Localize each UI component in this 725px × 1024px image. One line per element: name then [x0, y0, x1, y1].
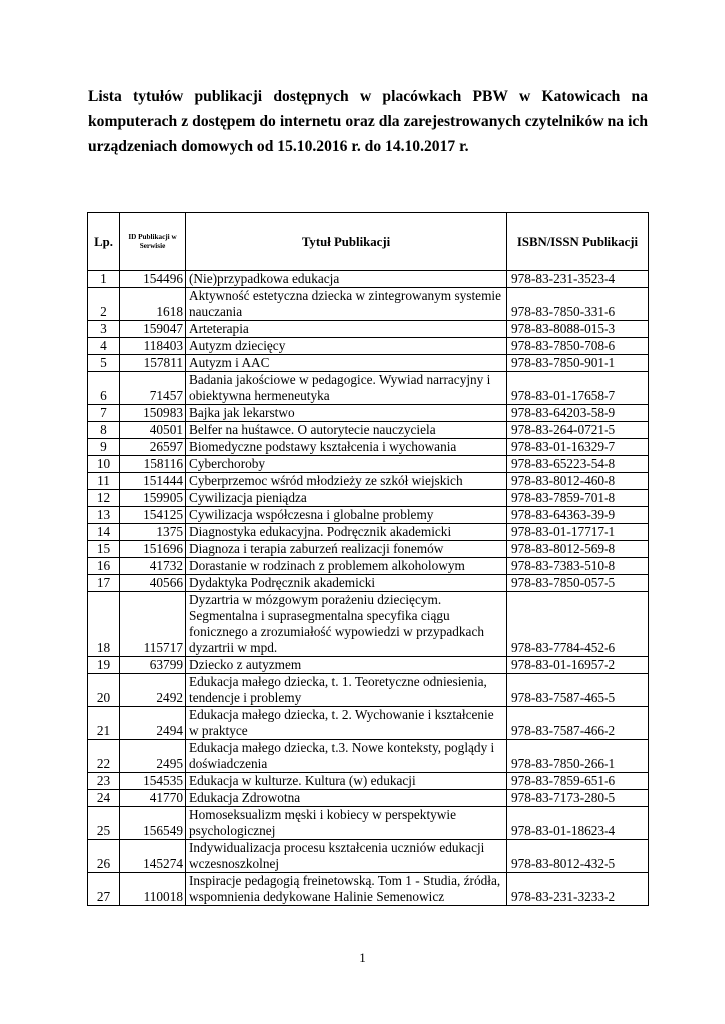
row-isbn: 978-83-7383-510-8: [507, 558, 649, 575]
row-lp: 5: [88, 355, 120, 372]
row-isbn: 978-83-7850-708-6: [507, 338, 649, 355]
row-title: Arteterapia: [186, 321, 507, 338]
row-title: Cywilizacja współczesna i globalne problemy: [186, 507, 507, 524]
row-id: 156549: [120, 807, 186, 840]
row-id: 71457: [120, 372, 186, 405]
table-row: [88, 840, 649, 873]
row-title: Aktywność estetyczna dziecka w zintegrowanym systemie nauczania: [186, 288, 507, 321]
table-row: [88, 674, 649, 707]
row-isbn: 978-83-01-17717-1: [507, 524, 649, 541]
row-lp: 6: [88, 372, 120, 405]
row-id: 2495: [120, 740, 186, 773]
row-isbn: 978-83-231-3233-2: [507, 873, 649, 906]
row-isbn: 978-83-7784-452-6: [507, 592, 649, 657]
table-row: [88, 405, 649, 422]
row-lp: 14: [88, 524, 120, 541]
row-title: Biomedyczne podstawy kształcenia i wychowania: [186, 439, 507, 456]
row-title: Badania jakościowe w pedagogice. Wywiad narracyjny i obiektywna hermeneutyka: [186, 372, 507, 405]
row-isbn: 978-83-7859-701-8: [507, 490, 649, 507]
row-id: 157811: [120, 355, 186, 372]
row-title: Edukacja Zdrowotna: [186, 790, 507, 807]
row-lp: 23: [88, 773, 120, 790]
row-isbn: 978-83-8012-460-8: [507, 473, 649, 490]
row-title: Edukacja w kulturze. Kultura (w) edukacji: [186, 773, 507, 790]
row-isbn: 978-83-01-18623-4: [507, 807, 649, 840]
table-row: [88, 657, 649, 674]
row-lp: 26: [88, 840, 120, 873]
row-isbn: 978-83-01-16957-2: [507, 657, 649, 674]
row-lp: 4: [88, 338, 120, 355]
row-isbn: 978-83-64363-39-9: [507, 507, 649, 524]
row-title: Edukacja małego dziecka, t. 1. Teoretyczne odniesienia, tendencje i problemy: [186, 674, 507, 707]
row-title: Indywidualizacja procesu kształcenia uczniów edukacji wczesnoszkolnej: [186, 840, 507, 873]
table-row: [88, 773, 649, 790]
table-row: [88, 355, 649, 372]
row-lp: 21: [88, 707, 120, 740]
row-lp: 24: [88, 790, 120, 807]
row-title: Homoseksualizm męski i kobiecy w perspektywie psychologicznej: [186, 807, 507, 840]
row-lp: 12: [88, 490, 120, 507]
row-id: 1375: [120, 524, 186, 541]
table-row: [88, 807, 649, 840]
row-lp: 7: [88, 405, 120, 422]
row-title: Autyzm dziecięcy: [186, 338, 507, 355]
table-row: [88, 422, 649, 439]
row-id: 41770: [120, 790, 186, 807]
row-id: 150983: [120, 405, 186, 422]
row-title: Cyberprzemoc wśród młodzieży ze szkół wiejskich: [186, 473, 507, 490]
row-title: Cyberchoroby: [186, 456, 507, 473]
row-isbn: 978-83-8012-432-5: [507, 840, 649, 873]
row-isbn: 978-83-7850-057-5: [507, 575, 649, 592]
row-id: 154125: [120, 507, 186, 524]
row-isbn: 978-83-01-17658-7: [507, 372, 649, 405]
row-title: Dorastanie w rodzinach z problemem alkoholowym: [186, 558, 507, 575]
row-title: Autyzm i AAC: [186, 355, 507, 372]
row-lp: 2: [88, 288, 120, 321]
row-isbn: 978-83-7859-651-6: [507, 773, 649, 790]
table-row: [88, 271, 649, 288]
document-title: Lista tytułów publikacji dostępnych w placówkach PBW w Katowicach na komputerach z dostępem do internetu oraz dla zarejestrowanych czytelników na ich urządzeniach domowych od 15.10.2016 r. do 14.10.2017 r.: [88, 88, 648, 155]
row-title: Edukacja małego dziecka, t. 2. Wychowanie i kształcenie w praktyce: [186, 707, 507, 740]
row-title: Belfer na huśtawce. O autorytecie nauczyciela: [186, 422, 507, 439]
header-isbn: ISBN/ISSN Publikacji: [507, 213, 649, 271]
table-row: [88, 790, 649, 807]
row-id: 154535: [120, 773, 186, 790]
row-title: Diagnostyka edukacyjna. Podręcznik akademicki: [186, 524, 507, 541]
row-id: 151444: [120, 473, 186, 490]
row-isbn: 978-83-7173-280-5: [507, 790, 649, 807]
table-row: [88, 575, 649, 592]
row-lp: 9: [88, 439, 120, 456]
row-isbn: 978-83-7587-465-5: [507, 674, 649, 707]
table-body: [88, 271, 649, 906]
row-lp: 22: [88, 740, 120, 773]
row-title: Bajka jak lekarstwo: [186, 405, 507, 422]
row-isbn: 978-83-8012-569-8: [507, 541, 649, 558]
row-lp: 16: [88, 558, 120, 575]
row-id: 145274: [120, 840, 186, 873]
row-lp: 11: [88, 473, 120, 490]
row-lp: 15: [88, 541, 120, 558]
row-lp: 8: [88, 422, 120, 439]
table-row: [88, 873, 649, 906]
row-lp: 20: [88, 674, 120, 707]
row-id: 40566: [120, 575, 186, 592]
row-id: 118403: [120, 338, 186, 355]
row-title: Dziecko z autyzmem: [186, 657, 507, 674]
row-id: 154496: [120, 271, 186, 288]
row-title: Diagnoza i terapia zaburzeń realizacji fonemów: [186, 541, 507, 558]
row-isbn: 978-83-65223-54-8: [507, 456, 649, 473]
row-title: Cywilizacja pieniądza: [186, 490, 507, 507]
table-row: [88, 558, 649, 575]
row-lp: 27: [88, 873, 120, 906]
table-row: [88, 740, 649, 773]
table-row: [88, 507, 649, 524]
row-lp: 17: [88, 575, 120, 592]
table-row: [88, 490, 649, 507]
row-lp: 19: [88, 657, 120, 674]
table-row: [88, 707, 649, 740]
row-isbn: 978-83-01-16329-7: [507, 439, 649, 456]
row-id: 2492: [120, 674, 186, 707]
row-title: Inspiracje pedagogią freinetowską. Tom 1 - Studia, źródła, wspomnienia dedykowane Halinie Semenowicz: [186, 873, 507, 906]
row-title: (Nie)przypadkowa edukacja: [186, 271, 507, 288]
table-row: [88, 439, 649, 456]
row-lp: 18: [88, 592, 120, 657]
table-row: [88, 288, 649, 321]
row-id: 158116: [120, 456, 186, 473]
table-row: [88, 524, 649, 541]
row-id: 115717: [120, 592, 186, 657]
row-isbn: 978-83-7587-466-2: [507, 707, 649, 740]
row-id: 63799: [120, 657, 186, 674]
header-lp: Lp.: [88, 213, 120, 271]
row-id: 26597: [120, 439, 186, 456]
header-title: Tytuł Publikacji: [186, 213, 507, 271]
header-id: ID Publikacji w Serwisie: [120, 213, 186, 271]
row-isbn: 978-83-64203-58-9: [507, 405, 649, 422]
row-id: 1618: [120, 288, 186, 321]
row-title: Dyzartria w mózgowym porażeniu dziecięcym. Segmentalna i suprasegmentalna specyfika ciągu fonicznego a zrozumiałość wypowiedzi w przypadkach dyzartrii w mpd.: [186, 592, 507, 657]
table-row: [88, 541, 649, 558]
row-isbn: 978-83-7850-901-1: [507, 355, 649, 372]
table-row: [88, 592, 649, 657]
page-number: 1: [359, 950, 366, 965]
row-lp: 3: [88, 321, 120, 338]
row-isbn: 978-83-7850-331-6: [507, 288, 649, 321]
table-row: [88, 338, 649, 355]
table-header-row: [88, 213, 649, 271]
row-isbn: 978-83-7850-266-1: [507, 740, 649, 773]
row-lp: 25: [88, 807, 120, 840]
row-isbn: 978-83-231-3523-4: [507, 271, 649, 288]
row-id: 151696: [120, 541, 186, 558]
table-row: [88, 372, 649, 405]
row-id: 41732: [120, 558, 186, 575]
publications-table: [87, 212, 649, 906]
table-row: [88, 321, 649, 338]
row-isbn: 978-83-264-0721-5: [507, 422, 649, 439]
row-id: 40501: [120, 422, 186, 439]
row-isbn: 978-83-8088-015-3: [507, 321, 649, 338]
row-lp: 1: [88, 271, 120, 288]
row-id: 110018: [120, 873, 186, 906]
row-id: 159905: [120, 490, 186, 507]
row-lp: 13: [88, 507, 120, 524]
row-lp: 10: [88, 456, 120, 473]
table-row: [88, 456, 649, 473]
row-id: 2494: [120, 707, 186, 740]
table-row: [88, 473, 649, 490]
row-id: 159047: [120, 321, 186, 338]
row-title: Dydaktyka Podręcznik akademicki: [186, 575, 507, 592]
row-title: Edukacja małego dziecka, t.3. Nowe konteksty, poglądy i doświadczenia: [186, 740, 507, 773]
